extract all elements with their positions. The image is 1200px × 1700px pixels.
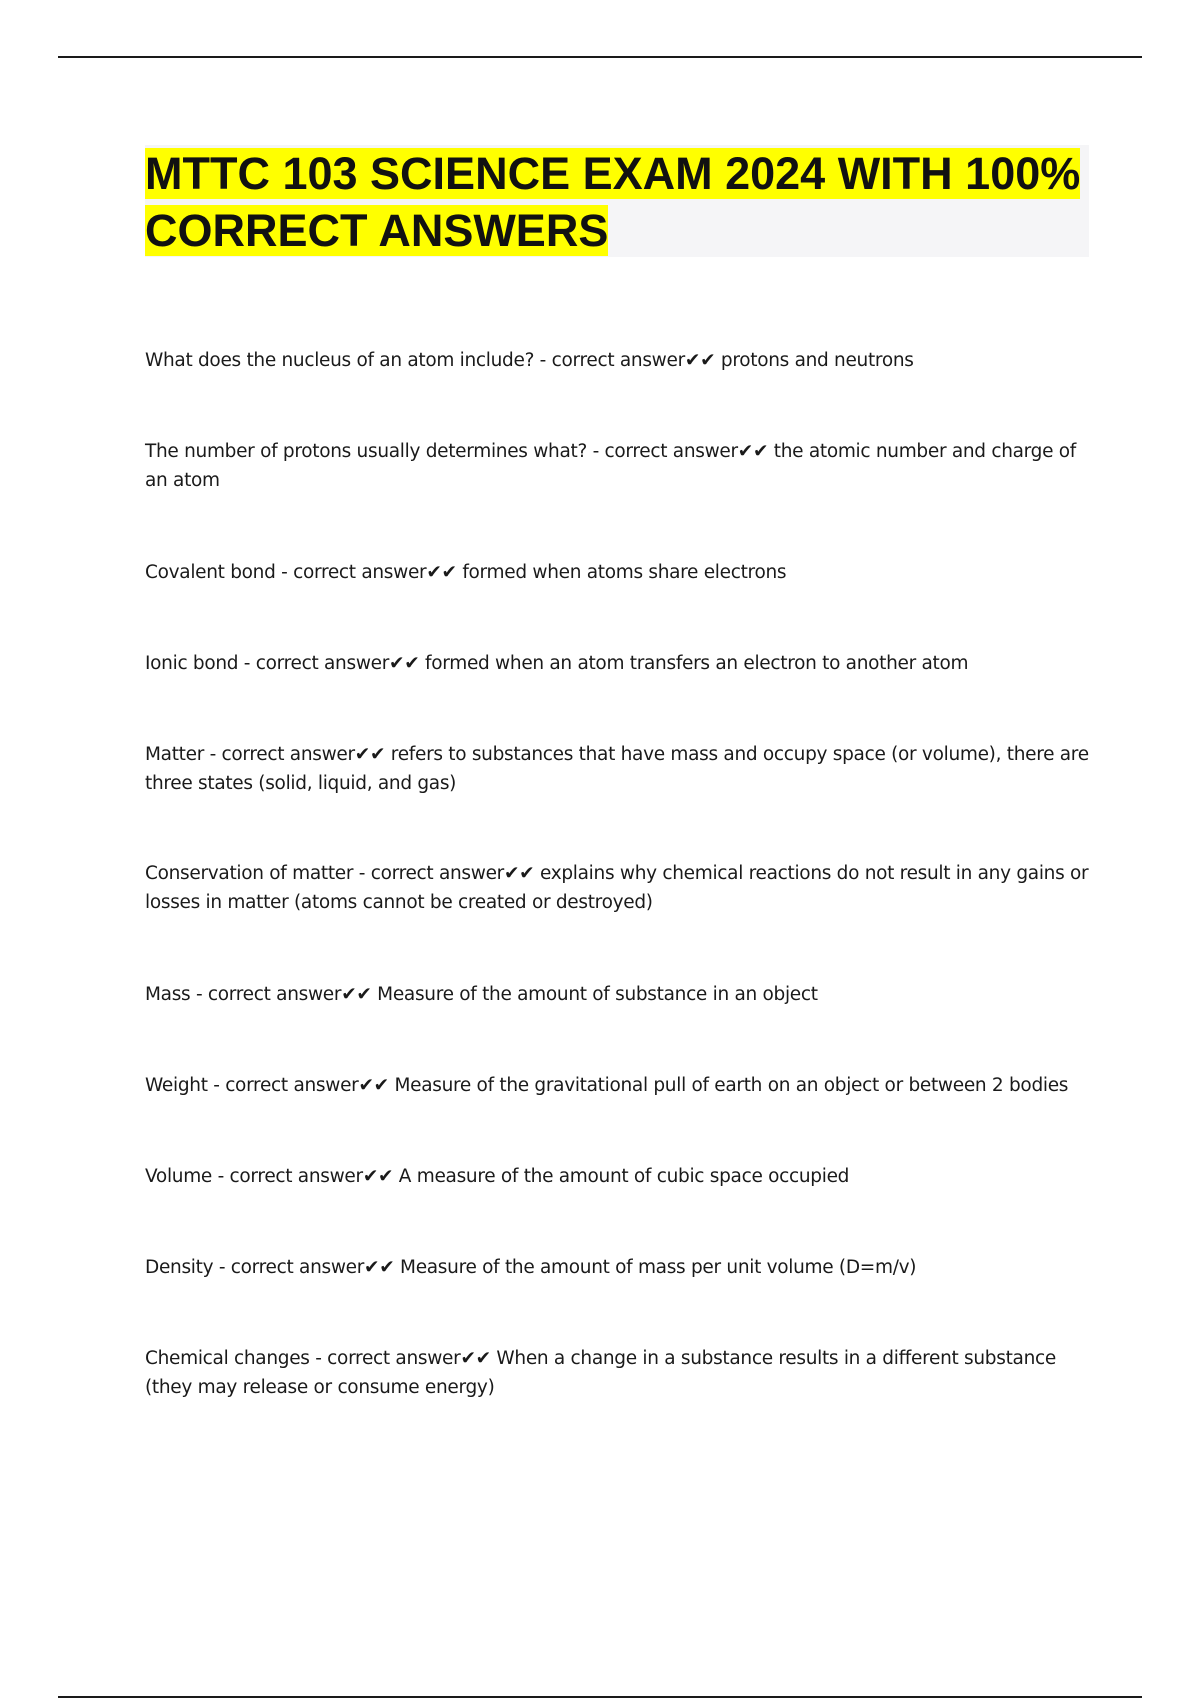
qa-item-2: The number of protons usually determines what? - correct answer✔✔ the atomic number and charge of an atom: [145, 441, 1076, 491]
document-title: [145, 145, 1089, 259]
qa-item-8: Weight - correct answer✔✔ Measure of the gravitational pull of earth on an object or between 2 bodies: [145, 1075, 1069, 1096]
qa-item-1: What does the nucleus of an atom include? - correct answer✔✔ protons and neutrons: [145, 350, 914, 371]
qa-item-11: Chemical changes - correct answer✔✔ When a change in a substance results in a different substance (they may release or consume energy): [145, 1348, 1056, 1398]
qa-item-3: Covalent bond - correct answer✔✔ formed when atoms share electrons: [145, 562, 787, 583]
qa-item-9: Volume - correct answer✔✔ A measure of the amount of cubic space occupied: [145, 1166, 850, 1187]
qa-item-6: Conservation of matter - correct answer✔✔ explains why chemical reactions do not result in any gains or losses in matter (atoms cannot be created or destroyed): [145, 863, 1089, 913]
qa-item-7: Mass - correct answer✔✔ Measure of the amount of substance in an object: [145, 984, 818, 1005]
bottom-rule: [58, 1696, 1142, 1698]
qa-item-5: Matter - correct answer✔✔ refers to substances that have mass and occupy space (or volume), there are three states (solid, liquid, and gas): [145, 744, 1089, 794]
qa-item-4: Ionic bond - correct answer✔✔ formed when an atom transfers an electron to another atom: [145, 653, 969, 674]
title-highlight: MTTC 103 SCIENCE EXAM 2024 WITH 100% CORRECT ANSWERS: [145, 148, 1081, 256]
top-rule: [58, 56, 1142, 58]
qa-item-10: Density - correct answer✔✔ Measure of the amount of mass per unit volume (D=m/v): [145, 1257, 917, 1278]
